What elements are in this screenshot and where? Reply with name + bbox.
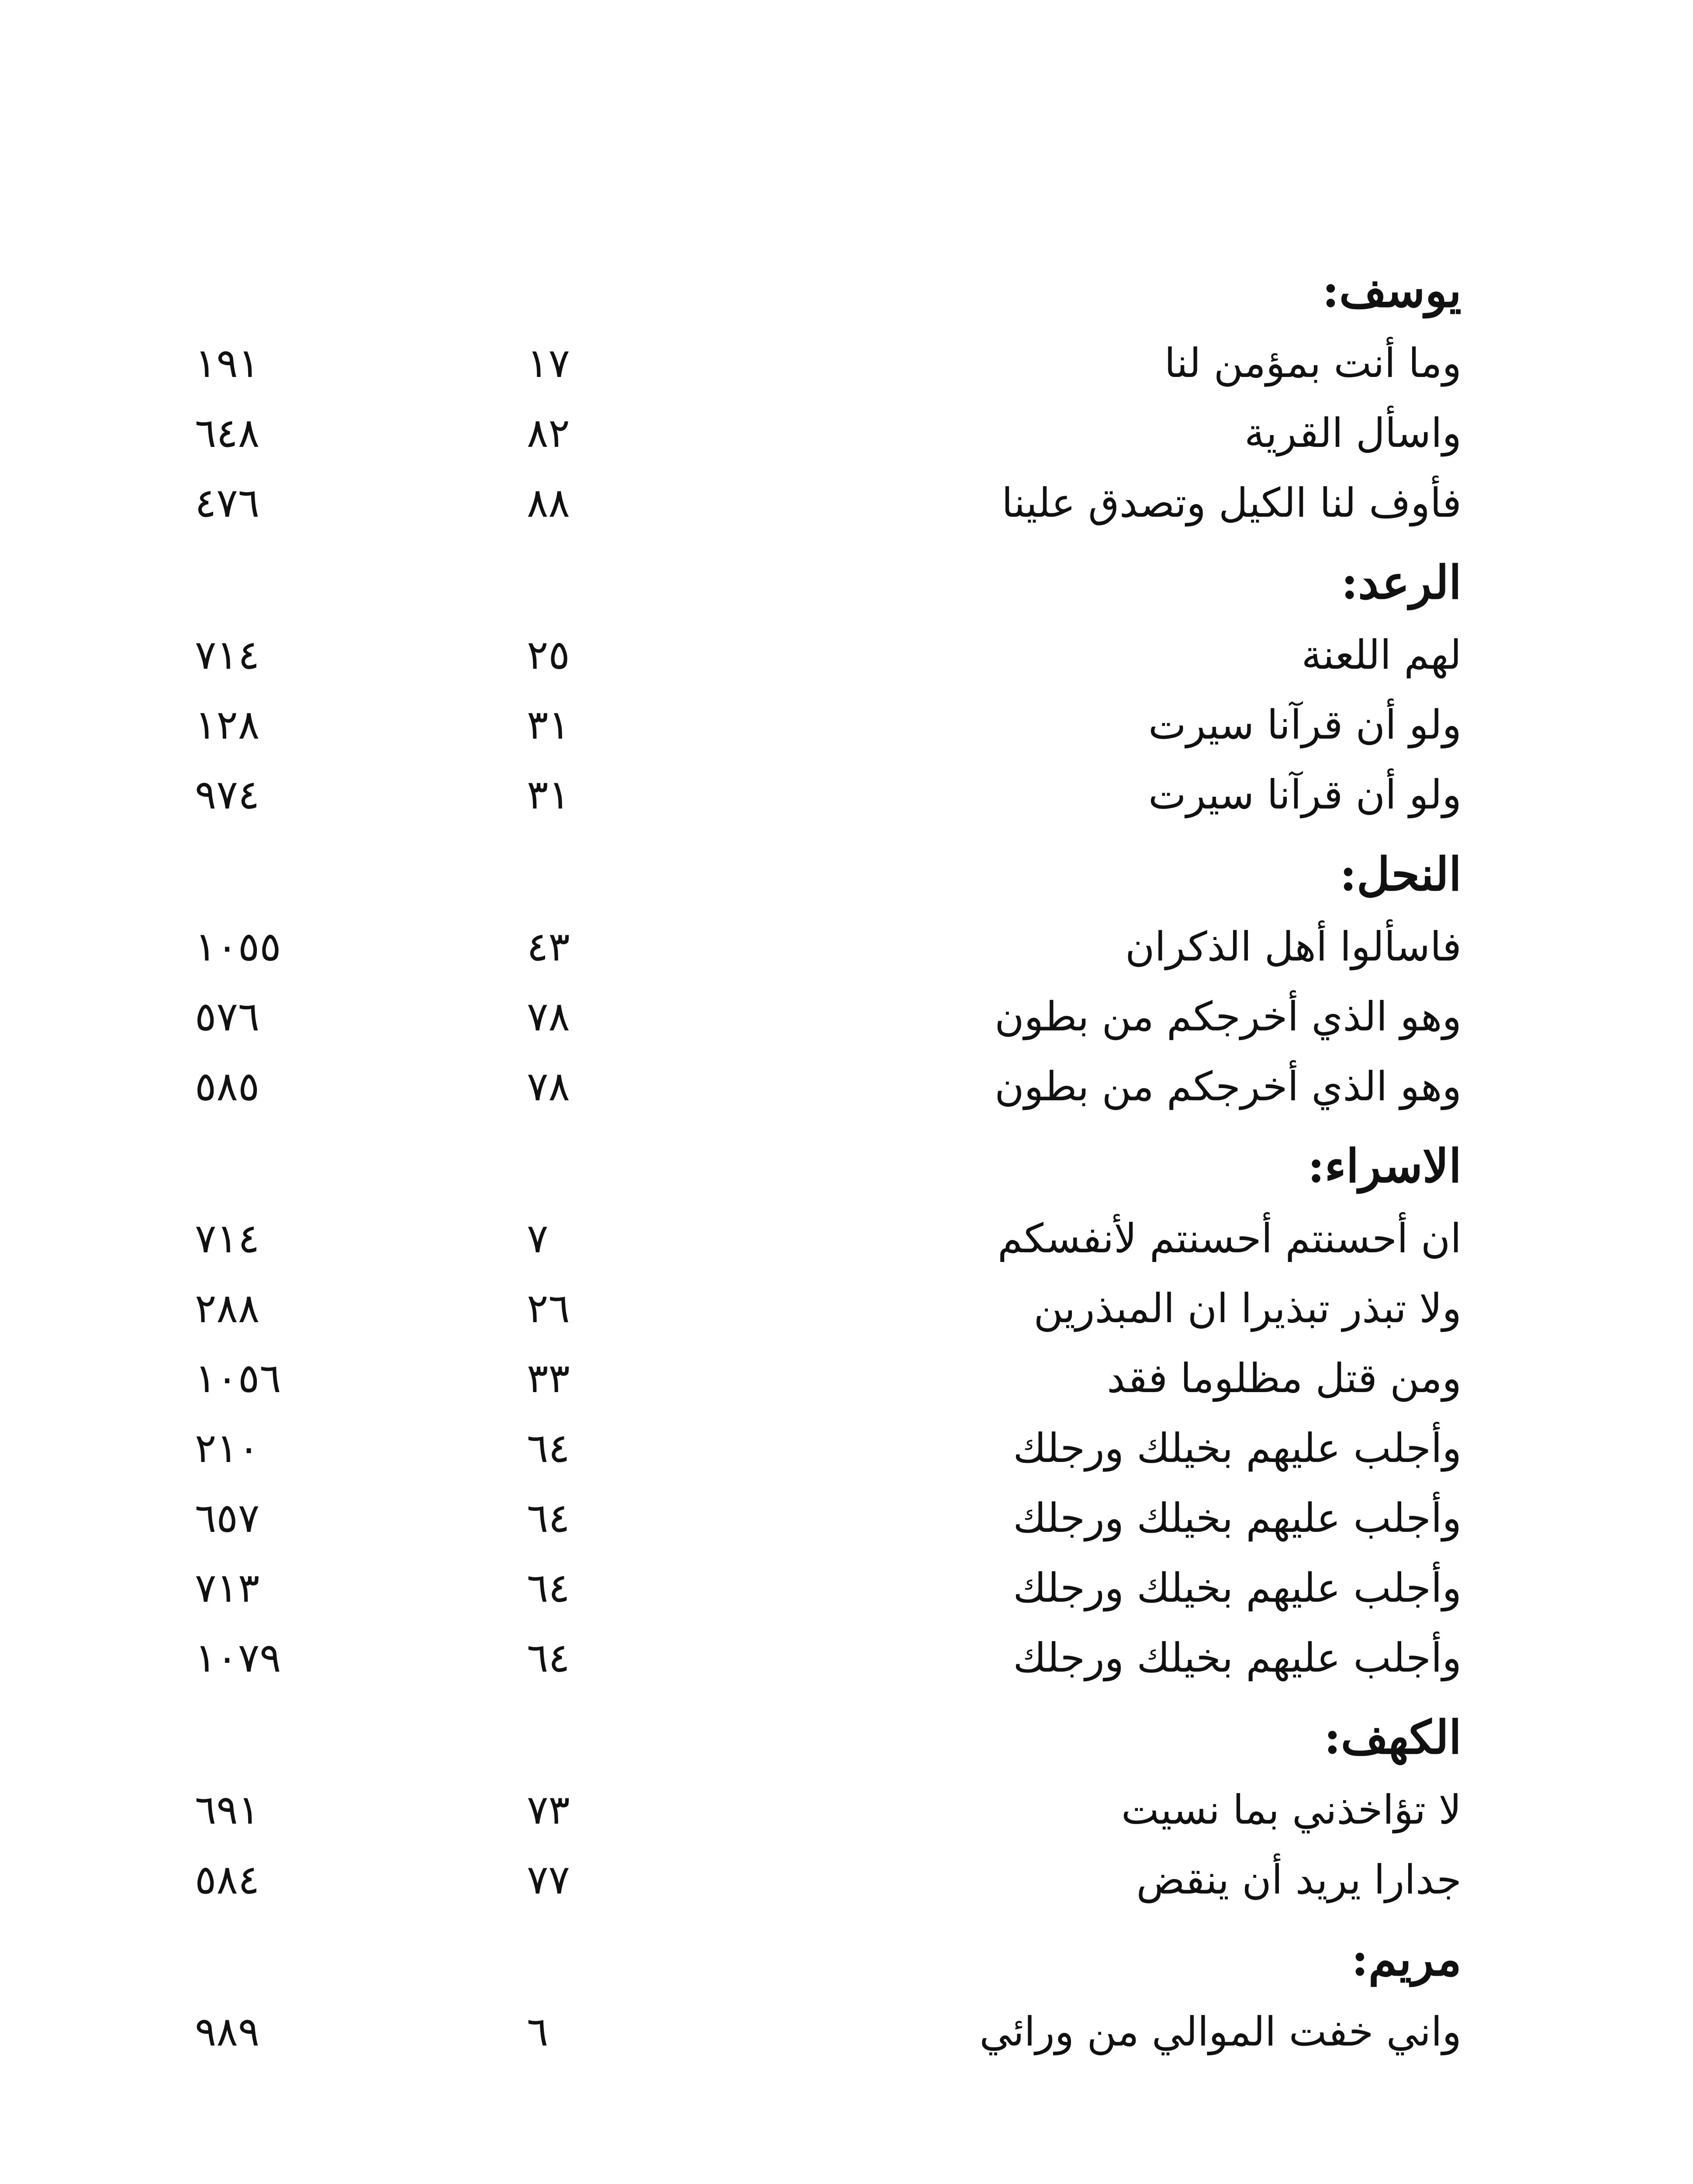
ayah-number: ٤٣ <box>527 923 570 970</box>
ayah-number: ٨٢ <box>527 410 570 456</box>
verse-text: لهم اللعنة <box>1301 632 1462 678</box>
ayah-number: ٣١ <box>527 702 570 748</box>
index-entry <box>195 468 1462 538</box>
page-reference: ٦٩١ <box>195 1787 260 1833</box>
verse-text: واني خفت الموالي من ورائي <box>979 2008 1462 2055</box>
ayah-number: ٦٤ <box>527 1635 570 1681</box>
page-reference: ٧١٤ <box>195 1215 260 1262</box>
section-title-raad: الرعد: <box>1341 555 1462 609</box>
verse-text: لا تؤاخذني بما نسيت <box>1121 1787 1462 1833</box>
ayah-number: ٦٤ <box>527 1565 570 1611</box>
ayah-number: ٦٤ <box>527 1425 570 1472</box>
page-reference: ٧١٣ <box>195 1565 260 1611</box>
page-reference: ٤٧٦ <box>195 480 260 526</box>
index-entry <box>195 1274 1462 1344</box>
ayah-number: ٦٤ <box>527 1495 570 1541</box>
page-reference: ٢١٠ <box>195 1425 260 1472</box>
ayah-number: ٧٨ <box>527 1063 570 1110</box>
page-reference: ١٢٨ <box>195 702 260 748</box>
index-entry <box>195 982 1462 1052</box>
index-entry <box>195 760 1462 830</box>
ayah-number: ٣٣ <box>527 1355 570 1402</box>
verse-text: ولو أن قرآنا سيرت <box>1148 702 1462 748</box>
section-title-nahl: النحل: <box>1340 847 1462 901</box>
index-entry <box>195 328 1462 398</box>
section-title-kahf: الكهف: <box>1324 1710 1462 1764</box>
page-reference: ٥٧٦ <box>195 993 260 1040</box>
page-reference: ٦٥٧ <box>195 1495 260 1541</box>
index-entry <box>195 690 1462 760</box>
verse-text: وهو الذي أخرجكم من بطون <box>995 993 1462 1040</box>
page-reference: ١٠٧٩ <box>195 1635 281 1681</box>
index-entry <box>195 912 1462 982</box>
page-reference: ١٠٥٦ <box>195 1355 281 1402</box>
section-title-isra: الاسراء: <box>1307 1139 1462 1193</box>
verse-text: وأجلب عليهم بخيلك ورجلك <box>1013 1425 1462 1472</box>
page-reference: ٩٧٤ <box>195 771 260 818</box>
index-entry <box>195 1052 1462 1122</box>
index-entry <box>195 1344 1462 1413</box>
ayah-number: ٧٨ <box>527 993 570 1040</box>
index-entry <box>195 1204 1462 1274</box>
index-entry <box>195 1997 1462 2067</box>
page-reference: ٩٨٩ <box>195 2008 260 2055</box>
verse-text: ومن قتل مظلوما فقد <box>1107 1355 1462 1402</box>
index-entry <box>195 1623 1462 1693</box>
page-reference: ١٠٥٥ <box>195 923 281 970</box>
verse-text: واسأل القرية <box>1244 410 1462 456</box>
index-entry <box>195 620 1462 690</box>
verse-text: ولا تبذر تبذيرا ان المبذرين <box>1033 1285 1462 1332</box>
verse-text: وأجلب عليهم بخيلك ورجلك <box>1013 1565 1462 1611</box>
page-reference: ١٩١ <box>195 340 260 387</box>
index-entry <box>195 398 1462 468</box>
ayah-number: ٧٧ <box>527 1856 570 1903</box>
index-entry <box>195 1483 1462 1553</box>
index-entry <box>195 1775 1462 1845</box>
ayah-number: ٧ <box>527 1215 549 1262</box>
verse-text: ولو أن قرآنا سيرت <box>1148 771 1462 818</box>
verse-text: فاسألوا أهل الذكران <box>1125 923 1462 970</box>
page-reference: ٥٨٤ <box>195 1856 260 1903</box>
index-entry <box>195 1845 1462 1915</box>
page-reference: ٧١٤ <box>195 632 260 678</box>
section-title-maryam: مريم: <box>1351 1932 1462 1986</box>
page-reference: ٥٨٥ <box>195 1063 260 1110</box>
index-content <box>195 262 1462 2067</box>
index-entry <box>195 1553 1462 1623</box>
verse-text: وهو الذي أخرجكم من بطون <box>995 1063 1462 1110</box>
page-reference: ٢٨٨ <box>195 1285 260 1332</box>
ayah-number: ٣١ <box>527 771 570 818</box>
verse-text: فأوف لنا الكيل وتصدق علينا <box>1002 480 1462 526</box>
section-title-yusuf: يوسف: <box>1322 263 1462 318</box>
index-entry <box>195 1413 1462 1483</box>
ayah-number: ٧٣ <box>527 1787 570 1833</box>
ayah-number: ٦ <box>527 2008 549 2055</box>
page-reference: ٦٤٨ <box>195 410 260 456</box>
ayah-number: ١٧ <box>527 340 570 387</box>
ayah-number: ٢٥ <box>527 632 570 678</box>
ayah-number: ٨٨ <box>527 480 570 526</box>
verse-text: وأجلب عليهم بخيلك ورجلك <box>1013 1635 1462 1681</box>
verse-text: ان أحسنتم أحسنتم لأنفسكم <box>997 1215 1462 1262</box>
verse-text: وما أنت بمؤمن لنا <box>1164 340 1462 387</box>
ayah-number: ٢٦ <box>527 1285 570 1332</box>
verse-text: وأجلب عليهم بخيلك ورجلك <box>1013 1495 1462 1541</box>
verse-text: جدارا يريد أن ينقض <box>1136 1856 1462 1903</box>
